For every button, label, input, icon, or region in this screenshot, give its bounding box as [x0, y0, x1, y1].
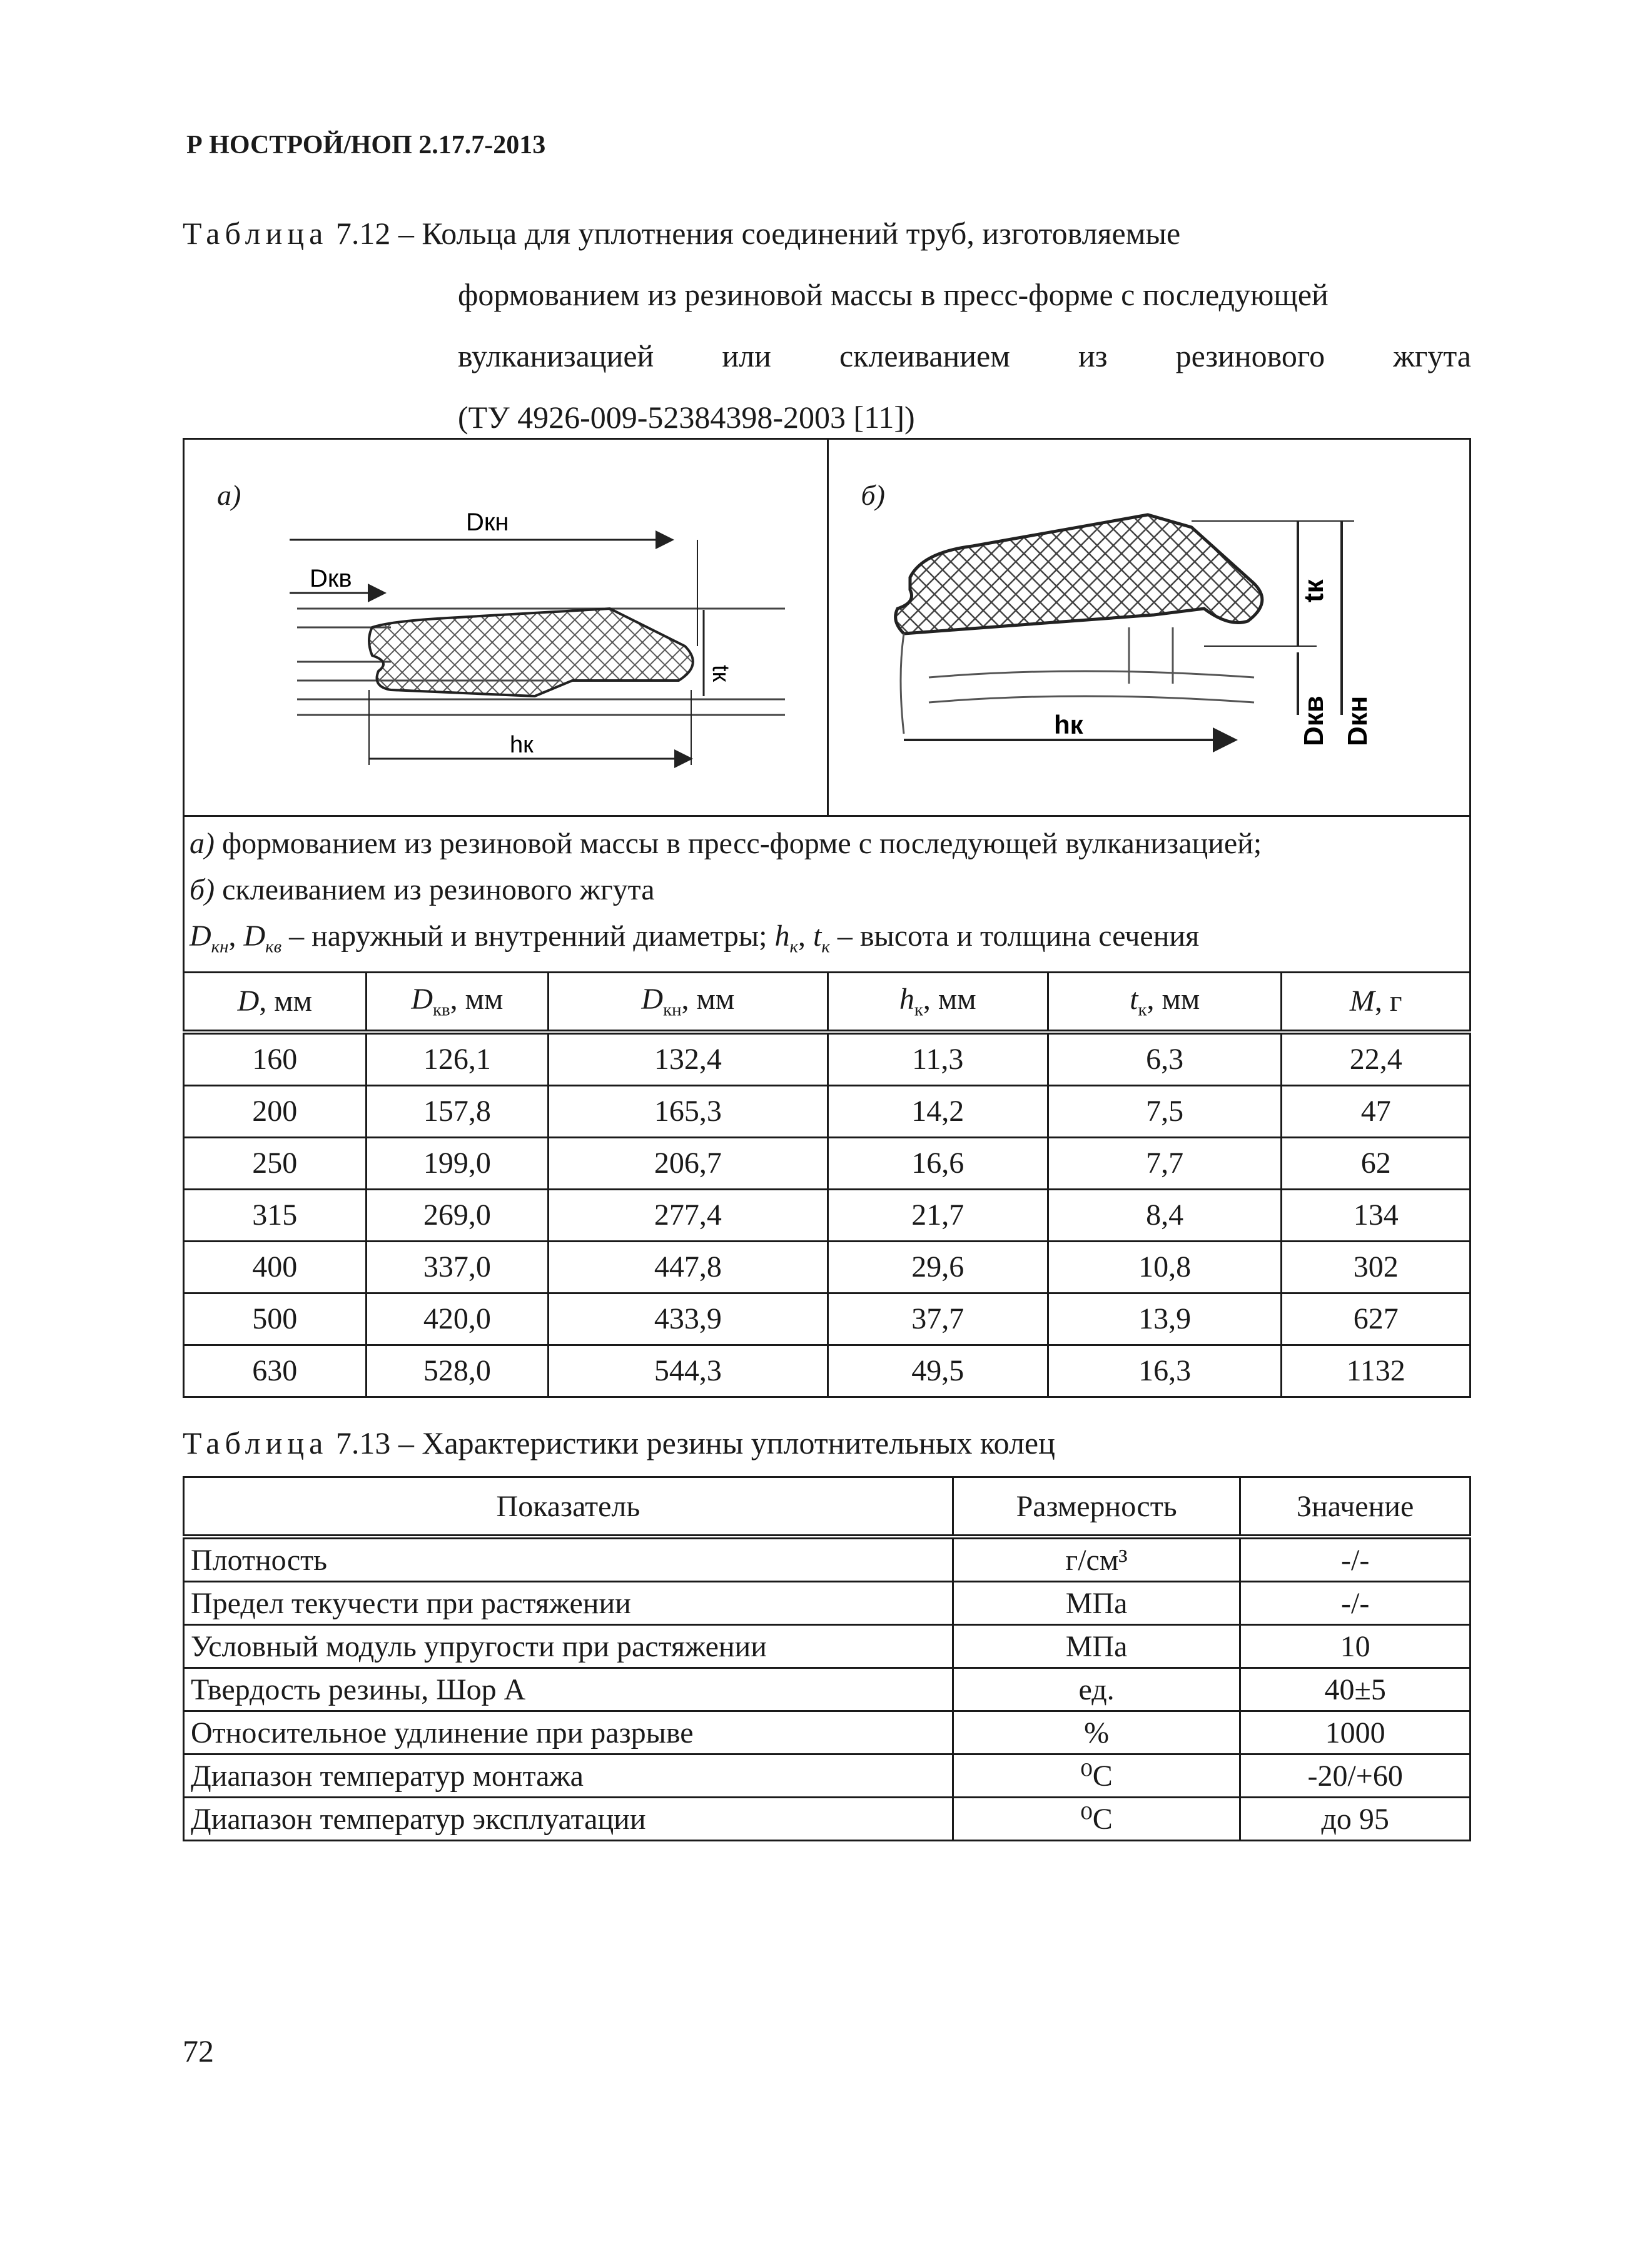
caption-line-2: формованием из резиновой массы в пресс-форме с последующей [458, 277, 1329, 312]
table-row: Плотность г/см³ -/- [184, 1537, 1471, 1582]
caption-line-1: Кольца для уплотнения соединений труб, изготовляемые [422, 216, 1181, 251]
table-7-12-caption [183, 203, 1471, 448]
table-row: 630 528,0 544,3 49,5 16,3 1132 [184, 1345, 1471, 1397]
figure-a-ring-section [185, 440, 829, 815]
table-row: Твердость резины, Шор А ед. 40±5 [184, 1668, 1471, 1711]
table-row: Диапазон температур эксплуатации ⁰С до 95 [184, 1798, 1471, 1841]
col-header-hk: $h_к$, мм [828, 972, 1048, 1032]
table-row: Предел текучести при растяжении МПа -/- [184, 1582, 1471, 1625]
table-7-13-caption [183, 1412, 1055, 1474]
table-7-12-header [184, 972, 1471, 1032]
table-row: 500 420,0 433,9 37,7 13,9 627 [184, 1293, 1471, 1345]
figure-b-ring-section [829, 440, 1472, 815]
figure-a-dkn-label: Dкн [466, 509, 509, 536]
col-header-indicator: Показатель [184, 1477, 953, 1537]
caption-number: 7.12 – [335, 216, 414, 251]
figure-a-cell [184, 439, 828, 816]
figure-b-cell [828, 439, 1471, 816]
figure-b-tk-label: tк [1298, 579, 1329, 602]
figure-b-dkv-label: Dкв [1298, 696, 1329, 746]
table-row: 250 199,0 206,7 16,6 7,7 62 [184, 1137, 1471, 1189]
col-header-d: D, мм [184, 972, 367, 1032]
caption-line-4: (ТУ 4926-009-52384398-2003 [11]) [458, 400, 915, 435]
table-row: 160 126,1 132,4 11,3 6,3 22,4 [184, 1032, 1471, 1086]
page-number: 72 [183, 2033, 214, 2068]
table-7-13 [183, 1476, 1471, 1841]
figure-b-hk-label: hк [1053, 710, 1083, 739]
col-header-dkn: $D_{кн}$, мм [549, 972, 828, 1032]
figure-a-tk-label: tк [707, 665, 734, 682]
note-a: а) формованием из резиновой массы в пресс-форме с последующей вулканизацией; [190, 827, 1262, 860]
table-row: 200 157,8 165,3 14,2 7,5 47 [184, 1085, 1471, 1137]
table-row: 400 337,0 447,8 29,6 10,8 302 [184, 1241, 1471, 1293]
figure-a-label: а) [217, 479, 241, 511]
table-7-13-header [184, 1477, 1471, 1537]
col-header-value: Значение [1240, 1477, 1471, 1537]
col-header-m: M, г [1282, 972, 1471, 1032]
caption-label: Таблица [183, 216, 328, 251]
table-7-12 [183, 438, 1471, 1398]
figure-a-dkv-label: Dкв [310, 565, 352, 592]
col-header-unit: Размерность [953, 1477, 1240, 1537]
table-row: Относительное удлинение при разрыве % 1000 [184, 1711, 1471, 1754]
figure-b-label: б) [861, 479, 885, 511]
note-dimensions: $D_{кн}$, $D_{кв}$ – наружный и внутренний диаметры; $h_к$, $t_к$ – высота и толщина сечения [190, 919, 1200, 957]
figure-notes [184, 816, 1471, 973]
caption-line-3: вулканизацией или склеиванием из резинового жгута [458, 338, 1471, 373]
table-row: Диапазон температур монтажа ⁰С -20/+60 [184, 1754, 1471, 1798]
document-header: Р НОСТРОЙ/НОП 2.17.7-2013 [186, 131, 546, 159]
note-b: б) склеиванием из резинового жгута [190, 873, 655, 906]
figure-b-dkn-label: Dкн [1342, 696, 1373, 746]
figure-a-hk-label: hк [510, 732, 534, 758]
col-header-dkv: $D_{кв}$, мм [366, 972, 549, 1032]
caption-text: 7.13 – Характеристики резины уплотнительных колец [335, 1425, 1055, 1461]
col-header-tk: $t_к$, мм [1048, 972, 1281, 1032]
table-row: 315 269,0 277,4 21,7 8,4 134 [184, 1189, 1471, 1241]
table-row: Условный модуль упругости при растяжении МПа 10 [184, 1625, 1471, 1668]
caption-label: Таблица [183, 1425, 328, 1461]
